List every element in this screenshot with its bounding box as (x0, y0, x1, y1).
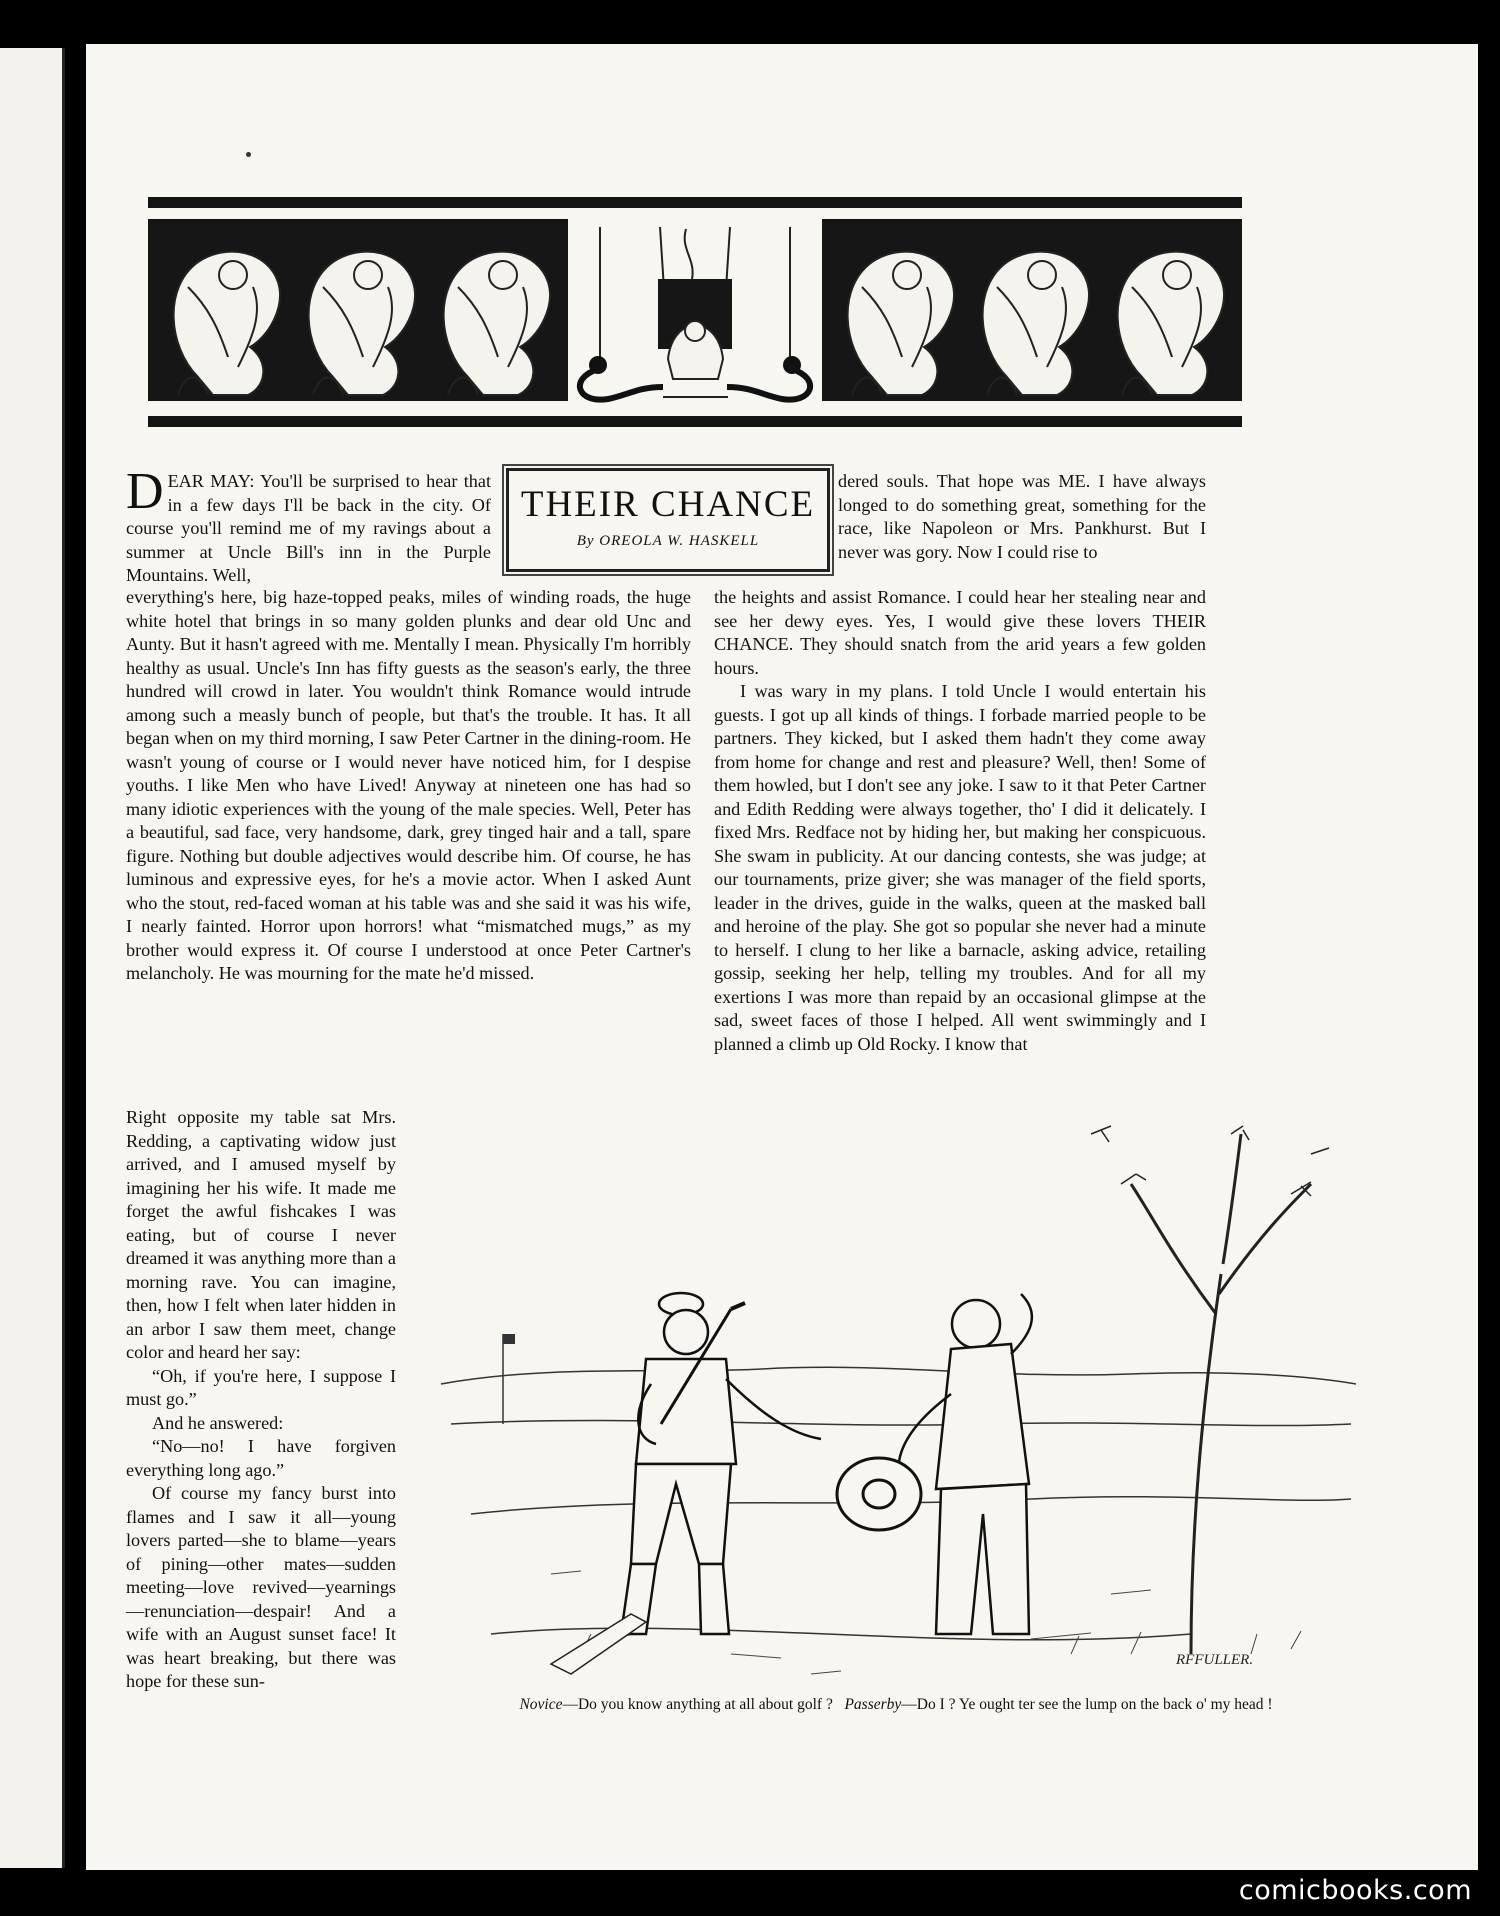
dancer-panel-left (148, 219, 568, 401)
dancer-panel-right (822, 219, 1242, 401)
magazine-page (86, 44, 1478, 1870)
paragraph-left-main: everything's here, big haze-topped peaks, miles of winding roads, the huge white hotel that brings in so many golden plunks and dear old Unc and Aunty. But it hasn't agreed with me. Mentally I mean. Physically I'm horribly healthy as usual. Uncle's Inn has fifty guests as the season's early, the three hundred will crowd in later. You wouldn't think Romance would intrude among such a measly bunch of people, but that's the trouble. It has. It all began when on my third morning, I saw Peter Cartner in the dining-room. He wasn't young of course or I would never have noticed him, for I despise youths. I like Men who have Lived! Anyway at nineteen one has had so many idiotic experiences with the young of the male species. Well, Peter has a beautiful, sad face, very handsome, dark, grey tinged hair and a tall, spare figure. Nothing but double adjectives would describe him. Of course, he has luminous and expressive eyes, for he's a movie actor. When I asked Aunt who the stout, red-faced woman at his table was and she said it was his wife, I nearly fainted. Horror upon horrors! what “mismatched mugs,” as my brother would express it. Of course I understood at once Peter Cartner's melancholy. He was mourning for the mate he'd missed. (126, 587, 691, 983)
paragraph-right-1: the heights and assist Romance. I could hear her stealing near and see her dewy eyes. Yes, I would give these lovers THEIR CHANCE. They should snatch from the arid years a few golden hours. (714, 587, 1206, 678)
article-title-box (506, 468, 830, 572)
site-watermark: comicbooks.com (1238, 1875, 1472, 1906)
caption-speaker-novice: Novice (519, 1696, 563, 1713)
drop-cap: D (126, 463, 164, 520)
column-left-narrow (126, 1106, 396, 1694)
paragraph-narrow-3: And he answered: (152, 1412, 284, 1433)
column-right-main (714, 586, 1206, 1056)
column-left-intro (126, 463, 491, 588)
snake-charmer-vignette (568, 219, 822, 449)
column-right-intro (838, 470, 1206, 564)
cartoon-caption (451, 1694, 1341, 1715)
previous-page-edge (0, 48, 65, 1868)
header-illustration-band (148, 219, 1242, 449)
paragraph-narrow-1: Right opposite my table sat Mrs. Redding, a captivating widow just arrived, and I amused myself by imagining her his wife. It made me forget the awful fishcakes I was eating, but of course I never dreamed it was anything more than a morning rave. You can imagine, then, how I felt when later hidden in an arbor I saw them meet, change color and heard her say: (126, 1107, 396, 1362)
article-byline: By OREOLA W. HASKELL (576, 533, 760, 549)
paragraph-right-2: I was wary in my plans. I told Uncle I would entertain his guests. I got up all kinds of things. I forbade married people to be partners. They kicked, but I asked them hadn't they come away from home for change and rest and pleasure? Well, then! Some of them howled, but I don't see any joke. I saw to it that Peter Cartner and Edith Redding were always together, tho' I did it delicately. I fixed Mrs. Redface not by hiding her, but making her conspicuous. She swam in publicity. At our dancing contests, she was judge; at our tournaments, prize giver; she was manager of the field sports, leader in the drives, guide in the walks, queen at the masked ball and heroine of the play. She got so popular she never had a minute to herself. I clung to her like a barnacle, asking advice, retailing gossip, seeking her help, telling my troubles. And for all my exertions I was more than repaid by an occasional glimpse at the sad, sweet faces of those I helped. All went swimmingly and I planned a climb up Old Rocky. I know that (714, 681, 1206, 1054)
caption-line-novice: —Do you know anything at all about golf ? (562, 1696, 833, 1713)
header-top-rule (148, 197, 1242, 208)
caption-speaker-passerby: Passerby (844, 1696, 902, 1713)
paragraph-opening: EAR MAY: You'll be surprised to hear that in a few days I'll be back in the city. Of course you'll remind me of my ravings about a summer at Uncle Bill's inn in the Purple Mountains. Well, (126, 471, 491, 585)
article-title: THEIR CHANCE (520, 484, 816, 525)
artist-signature: RFFULLER. (1176, 1652, 1254, 1668)
paragraph-narrow-2: “Oh, if you're here, I suppose I must go.” (126, 1365, 396, 1409)
page-speck (246, 152, 251, 157)
golf-cartoon (431, 1094, 1361, 1706)
paragraph-narrow-5: Of course my fancy burst into flames and I saw it all—young lovers parted—she to blame—years of pining—other mates—sudden meeting—love revived—yearnings—renunciation—despair! And a wife with an August sunset face! It was heart breaking, but there was hope for these sun- (126, 1483, 396, 1691)
paragraph-right-intro: dered souls. That hope was ME. I have always longed to do something great, something for the race, like Napoleon or Mrs. Pankhurst. But I never was gory. Now I could rise to (838, 471, 1206, 562)
caption-line-passerby: —Do I ? Ye ought ter see the lump on the back o' my head ! (901, 1696, 1273, 1713)
header-bottom-rule (148, 416, 1242, 427)
column-left-main (126, 586, 691, 986)
paragraph-narrow-4: “No—no! I have forgiven everything long ago.” (126, 1436, 396, 1480)
